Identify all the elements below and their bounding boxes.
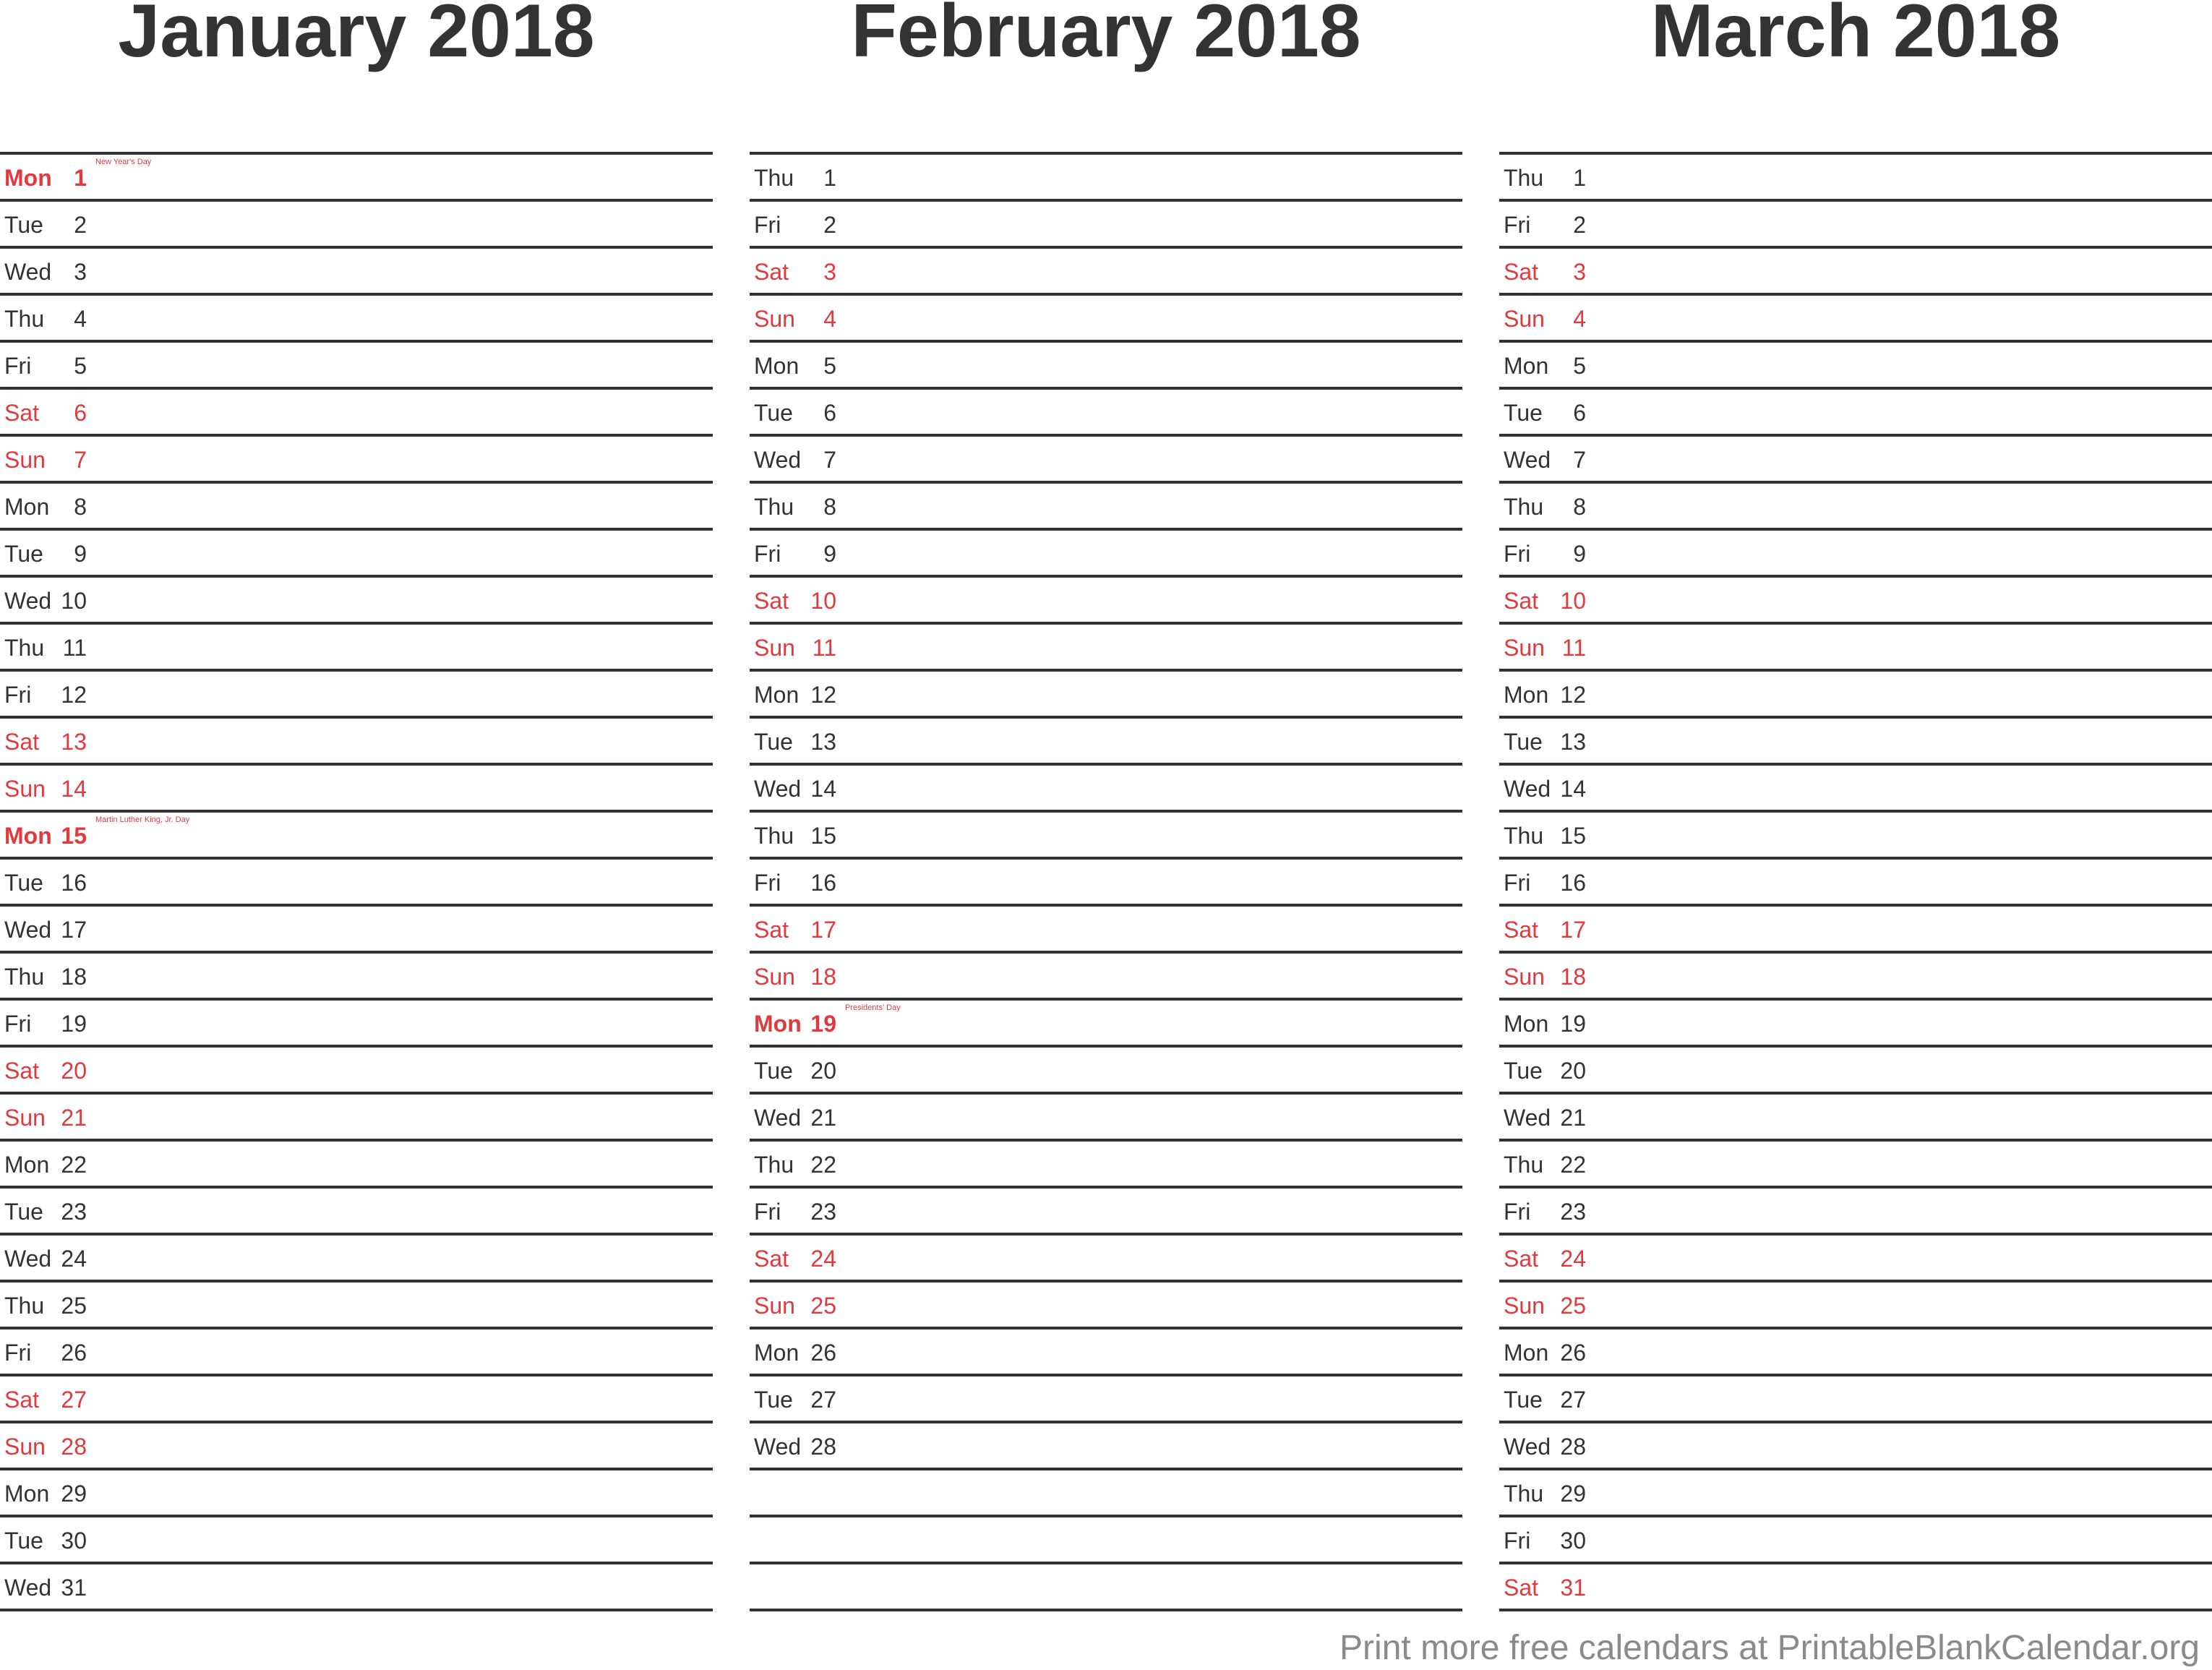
day-row [750,1517,1462,1564]
day-of-week: Sat [4,400,40,426]
day-number: 11 [62,635,87,661]
day-number: 6 [1573,400,1586,426]
day-number: 22 [810,1152,836,1178]
day-number: 14 [810,776,836,802]
day-number: 8 [1573,494,1586,520]
day-number: 15 [1560,823,1586,849]
day-number: 8 [823,494,836,520]
day-of-week: Sun [754,306,795,332]
day-number: 27 [61,1387,87,1413]
day-row [0,202,713,249]
day-row [1499,766,2212,813]
day-row [1499,1001,2212,1048]
day-number: 9 [74,541,87,567]
day-row [750,202,1462,249]
day-row [750,1329,1462,1376]
day-row [0,1001,713,1048]
day-row [1499,1564,2212,1611]
day-row [1499,1470,2212,1517]
day-of-week: Fri [4,682,32,708]
month-title: March 2018 [1650,0,2061,73]
day-of-week: Wed [1504,1434,1551,1460]
day-of-week: Mon [4,1152,50,1178]
day-of-week: Thu [4,306,45,332]
day-number: 26 [810,1340,836,1366]
day-of-week: Sat [1504,1246,1539,1272]
day-of-week: Mon [1504,1340,1549,1366]
day-number: 6 [823,400,836,426]
day-of-week: Sun [4,1105,46,1131]
day-number: 7 [823,447,836,473]
day-row [750,155,1462,202]
day-of-week: Fri [1504,870,1531,896]
day-number: 1 [74,165,87,191]
day-of-week: Sun [4,447,46,473]
day-of-week: Thu [4,635,45,661]
day-number: 22 [1560,1152,1586,1178]
day-row [750,1048,1462,1095]
day-of-week: Sun [4,776,46,802]
day-of-week: Tue [754,729,793,755]
day-of-week: Fri [4,1340,32,1366]
day-of-week: Fri [1504,212,1531,238]
day-of-week: Sat [1504,1575,1539,1601]
day-row [0,672,713,719]
day-number: 2 [74,212,87,238]
day-of-week: Mon [754,1011,802,1037]
day-number: 31 [1560,1575,1586,1601]
day-number: 12 [1560,682,1586,708]
day-number: 6 [74,400,87,426]
day-of-week: Sat [4,729,40,755]
day-row [1499,672,2212,719]
day-of-week: Wed [4,1246,52,1272]
day-number: 14 [61,776,87,802]
day-row [1499,1142,2212,1189]
day-row [1499,155,2212,202]
day-of-week: Sat [4,1058,40,1084]
day-number: 21 [1560,1105,1586,1131]
day-of-week: Mon [1504,1011,1549,1037]
day-row [0,390,713,437]
day-of-week: Tue [754,1058,793,1084]
day-of-week: Tue [754,400,793,426]
day-row [0,954,713,1001]
month-title: February 2018 [851,0,1361,73]
day-number: 10 [1560,588,1586,614]
day-row [750,1376,1462,1423]
day-of-week: Sat [4,1387,40,1413]
day-row [1499,954,2212,1001]
day-row [0,1423,713,1470]
day-number: 15 [810,823,836,849]
day-of-week: Tue [1504,1058,1543,1084]
day-row [750,1189,1462,1236]
day-number: 23 [1560,1199,1586,1225]
holiday-label: New Year's Day [95,158,152,166]
day-row [0,531,713,578]
day-list [1499,152,2212,1611]
day-of-week: Wed [4,1575,52,1601]
day-number: 28 [1560,1434,1586,1460]
day-list [750,152,1462,1611]
day-number: 30 [1560,1528,1586,1554]
footer-credit: Print more free calendars at PrintableBlankCalendar.org [1339,1629,2200,1667]
day-of-week: Thu [4,1293,45,1319]
day-row [750,1470,1462,1517]
day-of-week: Fri [4,1011,32,1037]
day-row [750,1095,1462,1142]
day-number: 24 [61,1246,87,1272]
day-row [750,907,1462,954]
day-row [750,484,1462,531]
day-row [0,155,713,202]
day-number: 4 [823,306,836,332]
day-row [0,296,713,343]
day-of-week: Sun [1504,1293,1545,1319]
day-of-week: Wed [4,588,52,614]
day-of-week: Wed [1504,776,1551,802]
day-of-week: Wed [1504,1105,1551,1131]
day-of-week: Thu [754,823,794,849]
day-number: 27 [1560,1387,1586,1413]
day-row [0,484,713,531]
day-of-week: Fri [754,1199,781,1225]
day-number: 31 [61,1575,87,1601]
day-number: 18 [1560,964,1586,990]
day-of-week: Tue [4,1199,43,1225]
day-of-week: Sat [754,1246,789,1272]
day-row [1499,1048,2212,1095]
day-number: 20 [810,1058,836,1084]
day-number: 25 [810,1293,836,1319]
day-row [750,1142,1462,1189]
day-number: 18 [61,964,87,990]
day-row [1499,437,2212,484]
day-of-week: Sat [754,588,789,614]
day-number: 20 [61,1058,87,1084]
day-row [0,1564,713,1611]
day-of-week: Thu [754,165,794,191]
day-number: 28 [810,1434,836,1460]
day-row [0,1236,713,1283]
day-row [750,1423,1462,1470]
day-number: 29 [61,1481,87,1507]
day-number: 25 [1560,1293,1586,1319]
day-of-week: Thu [754,1152,794,1178]
day-number: 7 [74,447,87,473]
day-number: 17 [810,917,836,943]
day-number: 13 [810,729,836,755]
day-row [0,1048,713,1095]
day-number: 14 [1560,776,1586,802]
day-of-week: Tue [4,870,43,896]
day-row [1499,390,2212,437]
day-row [750,1236,1462,1283]
day-number: 24 [810,1246,836,1272]
day-number: 24 [1560,1246,1586,1272]
day-row [0,1142,713,1189]
day-of-week: Thu [1504,1152,1544,1178]
day-of-week: Sun [1504,306,1545,332]
day-number: 23 [61,1199,87,1225]
day-row [0,343,713,390]
day-row [750,813,1462,860]
day-of-week: Mon [1504,353,1549,379]
day-row [1499,907,2212,954]
day-of-week: Tue [4,541,43,567]
day-row [750,766,1462,813]
day-number: 17 [1560,917,1586,943]
day-number: 5 [74,353,87,379]
day-of-week: Fri [1504,1199,1531,1225]
day-row [1499,202,2212,249]
day-row [1499,1329,2212,1376]
day-of-week: Fri [754,870,781,896]
day-number: 19 [61,1011,87,1037]
day-of-week: Fri [754,541,781,567]
day-number: 12 [61,682,87,708]
day-number: 2 [1573,212,1586,238]
day-number: 3 [823,259,836,285]
day-number: 12 [810,682,836,708]
day-number: 10 [61,588,87,614]
day-row [0,860,713,907]
day-row [0,1517,713,1564]
day-of-week: Mon [754,682,800,708]
day-row [750,1001,1462,1048]
day-row [750,625,1462,672]
day-row [0,249,713,296]
day-row [1499,1236,2212,1283]
month-title: January 2018 [118,0,595,73]
day-row [0,437,713,484]
day-row [0,1283,713,1329]
holiday-label: Martin Luther King, Jr. Day [95,815,190,824]
day-number: 21 [61,1105,87,1131]
day-row [1499,719,2212,766]
day-of-week: Sun [1504,635,1545,661]
day-number: 9 [1573,541,1586,567]
day-row [750,249,1462,296]
day-number: 26 [61,1340,87,1366]
day-row [0,625,713,672]
day-number: 26 [1560,1340,1586,1366]
day-of-week: Sat [754,259,789,285]
day-of-week: Thu [1504,1481,1544,1507]
day-row [750,390,1462,437]
day-number: 29 [1560,1481,1586,1507]
day-of-week: Mon [4,165,52,191]
day-of-week: Tue [754,1387,793,1413]
day-number: 5 [1573,353,1586,379]
day-row [1499,343,2212,390]
day-number: 30 [61,1528,87,1554]
day-row [0,1189,713,1236]
day-of-week: Mon [4,1481,50,1507]
day-number: 27 [810,1387,836,1413]
day-of-week: Sat [1504,259,1539,285]
day-row [0,1470,713,1517]
holiday-label: Presidents' Day [845,1003,901,1012]
day-of-week: Wed [754,1105,802,1131]
day-row [0,907,713,954]
day-number: 21 [810,1105,836,1131]
day-number: 4 [1573,306,1586,332]
day-of-week: Thu [1504,165,1544,191]
day-row [1499,1283,2212,1329]
day-row [1499,1376,2212,1423]
day-of-week: Thu [1504,494,1544,520]
day-of-week: Fri [4,353,32,379]
day-number: 11 [812,635,836,661]
day-number: 16 [61,870,87,896]
day-number: 28 [61,1434,87,1460]
day-of-week: Fri [1504,1528,1531,1554]
day-of-week: Sun [754,1293,795,1319]
day-row [750,860,1462,907]
day-number: 23 [810,1199,836,1225]
day-of-week: Tue [4,212,43,238]
day-number: 19 [810,1011,836,1037]
day-row [1499,249,2212,296]
day-of-week: Thu [4,964,45,990]
day-of-week: Sat [1504,917,1539,943]
day-of-week: Fri [754,212,781,238]
day-number: 19 [1560,1011,1586,1037]
day-row [1499,296,2212,343]
day-number: 20 [1560,1058,1586,1084]
day-row [750,296,1462,343]
day-number: 3 [1573,259,1586,285]
day-of-week: Mon [4,494,50,520]
day-number: 11 [1561,635,1586,661]
day-number: 7 [1573,447,1586,473]
day-number: 25 [61,1293,87,1319]
day-of-week: Tue [1504,1387,1543,1413]
day-of-week: Wed [754,1434,802,1460]
day-of-week: Sat [1504,588,1539,614]
day-of-week: Sun [754,635,795,661]
day-row [1499,484,2212,531]
day-row [0,1095,713,1142]
day-number: 16 [810,870,836,896]
day-row [1499,860,2212,907]
day-of-week: Mon [1504,682,1549,708]
day-row [750,954,1462,1001]
day-of-week: Sun [1504,964,1545,990]
day-of-week: Wed [754,447,802,473]
day-number: 13 [1560,729,1586,755]
day-row [1499,1517,2212,1564]
day-row [1499,578,2212,625]
day-number: 9 [823,541,836,567]
day-number: 17 [61,917,87,943]
day-number: 1 [823,165,836,191]
day-number: 3 [74,259,87,285]
day-number: 16 [1560,870,1586,896]
day-of-week: Mon [754,353,800,379]
day-number: 15 [61,823,87,849]
day-number: 2 [823,212,836,238]
day-row [0,1376,713,1423]
day-of-week: Thu [754,494,794,520]
day-of-week: Mon [4,823,52,849]
day-of-week: Fri [1504,541,1531,567]
day-row [750,719,1462,766]
day-of-week: Thu [1504,823,1544,849]
day-row [1499,813,2212,860]
day-of-week: Tue [1504,729,1543,755]
day-row [750,531,1462,578]
day-row [1499,625,2212,672]
day-of-week: Tue [1504,400,1543,426]
day-of-week: Wed [4,259,52,285]
day-of-week: Wed [754,776,802,802]
day-row [750,1564,1462,1611]
day-number: 18 [810,964,836,990]
day-of-week: Sun [4,1434,46,1460]
day-row [750,1283,1462,1329]
day-row [750,578,1462,625]
day-number: 1 [1573,165,1586,191]
day-row [1499,1189,2212,1236]
day-number: 10 [810,588,836,614]
day-of-week: Tue [4,1528,43,1554]
day-row [0,766,713,813]
day-row [1499,1095,2212,1142]
day-of-week: Wed [1504,447,1551,473]
day-row [750,672,1462,719]
day-row [750,437,1462,484]
day-row [0,578,713,625]
day-number: 5 [823,353,836,379]
day-row [1499,1423,2212,1470]
day-number: 22 [61,1152,87,1178]
day-of-week: Sat [754,917,789,943]
day-row [0,719,713,766]
day-row [1499,531,2212,578]
day-row [0,1329,713,1376]
day-row [750,343,1462,390]
day-of-week: Wed [4,917,52,943]
day-number: 4 [74,306,87,332]
day-list [0,152,713,1611]
day-row [0,813,713,860]
day-of-week: Sun [754,964,795,990]
day-of-week: Mon [754,1340,800,1366]
day-number: 13 [61,729,87,755]
day-number: 8 [74,494,87,520]
